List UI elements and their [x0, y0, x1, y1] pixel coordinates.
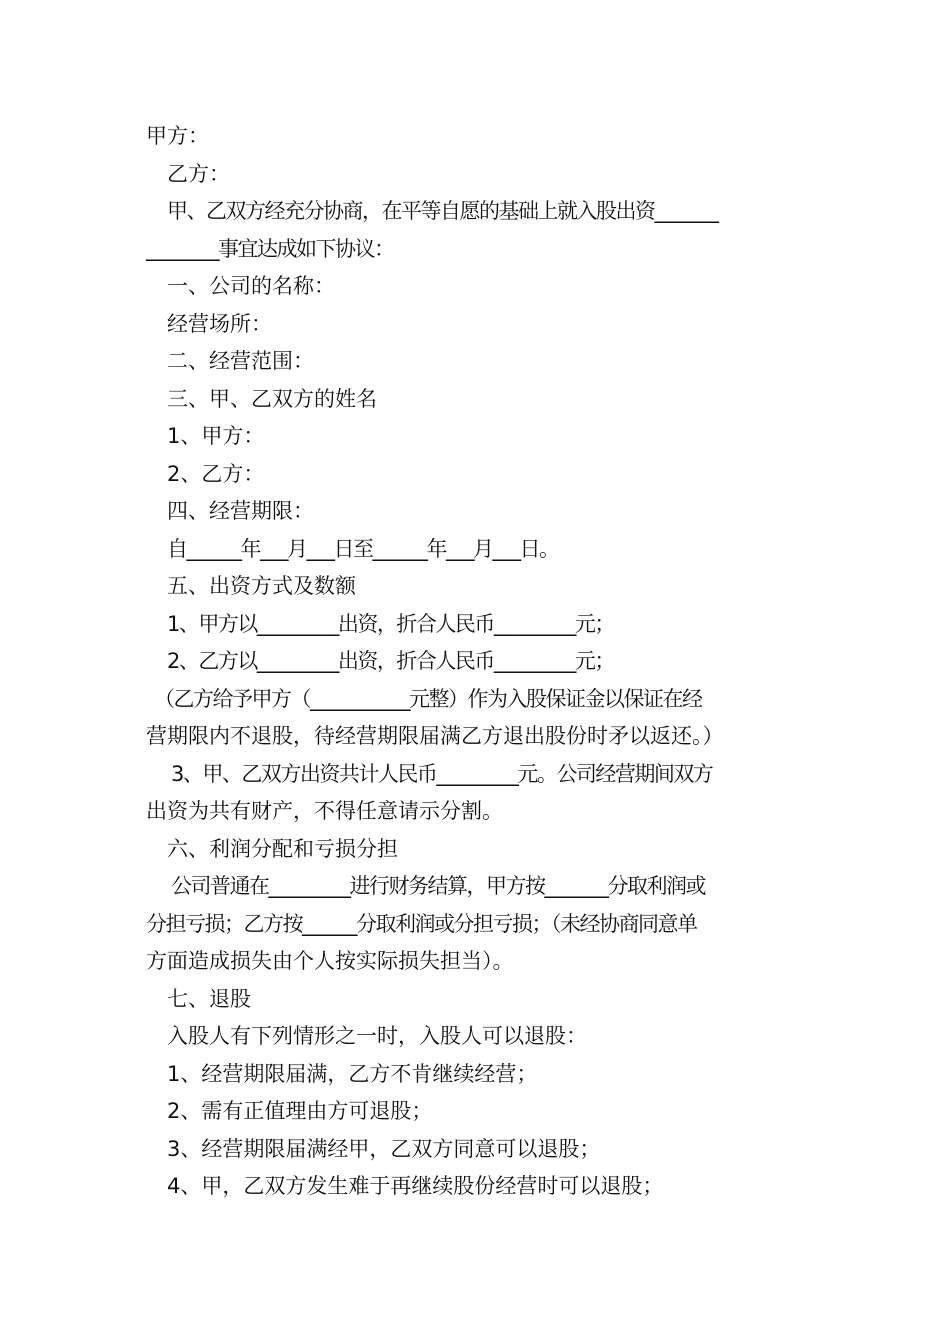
section-5-heading: 五、出资方式及数额: [167, 574, 356, 598]
section-4-heading: 四、经营期限：: [167, 499, 314, 523]
party-b-investment-line: 2、乙方以_________出资，折合人民币_________元；: [167, 649, 614, 673]
deposit-paragraph-line-2: 营期限内不退股，待经营期限届满乙方退出股份时矛以返还。）: [146, 724, 724, 748]
section-7-heading: 七、退股: [167, 986, 251, 1011]
section-2-heading: 二、经营范围：: [167, 349, 314, 373]
profit-paragraph-line-2: 分担亏损；乙方按______分取利润或分担亏损；（未经协商同意单: [146, 911, 697, 936]
withdrawal-intro-line: 入股人有下列情形之一时，入股人可以退股：: [167, 1024, 587, 1048]
profit-paragraph-line-1: 公司普通在_________进行财务结算，甲方按_______分取利润或: [171, 874, 705, 898]
party-b-name-line: 2、乙方：: [167, 461, 265, 486]
party-a-name-line: 1、甲方：: [167, 424, 265, 448]
term-date-line: 自______年___月___日至______年___月___日。: [167, 536, 559, 561]
total-investment-line-1: 3、甲、乙双方出资共计人民币_________元。公司经营期间双方: [171, 761, 713, 786]
section-3-heading: 三、甲、乙双方的姓名: [167, 386, 377, 411]
section-1-heading: 一、公司的名称：: [167, 274, 335, 298]
intro-paragraph-line-2: ________事宜达成如下协议：: [146, 236, 394, 261]
withdrawal-item-1: 1、经营期限届满，乙方不肯继续经营；: [167, 1061, 538, 1086]
total-investment-line-2: 出资为共有财产，不得任意请示分割。: [146, 799, 503, 823]
business-location-line: 经营场所：: [167, 311, 272, 336]
party-a-investment-line: 1、甲方以_________出资，折合人民币_________元；: [167, 611, 614, 636]
withdrawal-item-2: 2、需有正值理由方可退股；: [167, 1099, 433, 1123]
section-6-heading: 六、利润分配和亏损分担: [167, 836, 398, 861]
intro-paragraph-line-1: 甲、乙双方经充分协商，在平等自愿的基础上就入股出资_______: [167, 199, 718, 223]
withdrawal-item-4: 4、甲，乙双方发生难于再继续股份经营时可以退股；: [167, 1174, 664, 1198]
withdrawal-item-3: 3、经营期限届满经甲，乙双方同意可以退股；: [167, 1136, 601, 1161]
deposit-paragraph-line-1: （乙方给予甲方（___________元整）作为入股保证金以保证在经: [154, 686, 702, 711]
party-a-line: 甲方：: [146, 124, 209, 148]
profit-paragraph-line-3: 方面造成损失由个人按实际损失担当）。: [146, 949, 514, 973]
party-b-line: 乙方：: [167, 161, 230, 186]
document-body: [146, 118, 808, 1206]
